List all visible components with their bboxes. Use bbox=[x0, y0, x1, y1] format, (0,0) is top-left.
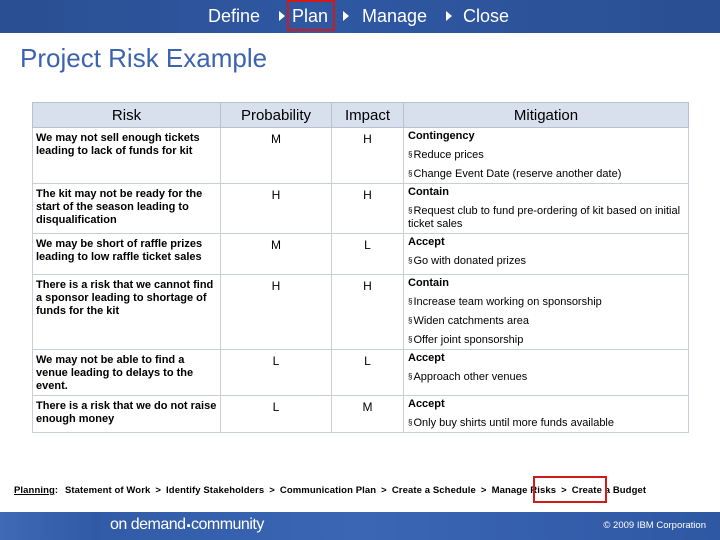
impact-cell: L bbox=[332, 234, 404, 275]
mitigation-action: §Only buy shirts until more funds available bbox=[408, 417, 614, 429]
mitigation-cell bbox=[404, 350, 689, 396]
nav-arrow-icon bbox=[279, 11, 285, 21]
mitigation-action: §Increase team working on sponsorship bbox=[408, 296, 602, 308]
breadcrumb-step[interactable]: Communication Plan bbox=[279, 485, 377, 496]
impact-cell: H bbox=[332, 275, 404, 350]
mitigation-action: §Widen catchments area bbox=[408, 315, 530, 327]
breadcrumb-label[interactable]: Planning bbox=[14, 485, 55, 496]
breadcrumb-step[interactable]: Statement of Work bbox=[64, 485, 151, 496]
mitigation-action: §Approach other venues bbox=[408, 371, 528, 383]
mitigation-action: §Reduce prices bbox=[408, 149, 484, 161]
breadcrumb-step[interactable]: Identify Stakeholders bbox=[166, 485, 265, 496]
logo-ampersand-icon: ▪ bbox=[186, 520, 190, 532]
risk-cell: We may not sell enough tickets leading to lack of funds for kit bbox=[33, 128, 221, 184]
mitigation-cell bbox=[404, 128, 689, 184]
mitigation-strategy: Contain bbox=[408, 277, 449, 289]
risk-cell: We may be short of raffle prizes leading to low raffle ticket sales bbox=[33, 234, 221, 275]
table-header-row bbox=[33, 103, 689, 128]
top-nav-bar bbox=[0, 0, 720, 33]
nav-highlight-box bbox=[287, 0, 335, 31]
risk-cell: The kit may not be ready for the start of the season leading to disqualification bbox=[33, 184, 221, 234]
table-row bbox=[33, 184, 689, 234]
mitigation-cell bbox=[404, 275, 689, 350]
breadcrumb-step[interactable]: Create a Schedule bbox=[391, 485, 476, 496]
mitigation-cell bbox=[404, 396, 689, 433]
mitigation-action: §Request club to fund pre-ordering of kit based on initial ticket sales bbox=[408, 205, 681, 230]
mitigation-strategy: Accept bbox=[408, 352, 445, 364]
nav-arrow-icon bbox=[446, 11, 452, 21]
footer-decoration bbox=[0, 512, 100, 540]
mitigation-strategy: Contingency bbox=[408, 130, 475, 142]
breadcrumb-step[interactable]: Create a Budget bbox=[571, 485, 647, 496]
mitigation-strategy: Contain bbox=[408, 186, 449, 198]
mitigation-cell bbox=[404, 234, 689, 275]
probability-cell: H bbox=[221, 184, 332, 234]
risk-cell: We may not be able to find a venue leading to delays to the event. bbox=[33, 350, 221, 396]
impact-cell: H bbox=[332, 184, 404, 234]
impact-cell: L bbox=[332, 350, 404, 396]
probability-cell: H bbox=[221, 275, 332, 350]
breadcrumb-step-current[interactable]: Manage Risks bbox=[491, 485, 557, 496]
table-row bbox=[33, 234, 689, 275]
risk-cell: There is a risk that we cannot find a sponsor leading to shortage of funds for the kit bbox=[33, 275, 221, 350]
copyright-text: © 2009 IBM Corporation bbox=[603, 520, 706, 531]
header-probability: Probability bbox=[221, 103, 332, 128]
header-mitigation: Mitigation bbox=[404, 103, 689, 128]
impact-cell: M bbox=[332, 396, 404, 433]
mitigation-cell bbox=[404, 184, 689, 234]
breadcrumb: Planning: Statement of Work > Identify Stakeholders > Communication Plan > Create a Schedule > Manage Risks > Create a Budget bbox=[14, 485, 647, 496]
impact-cell: H bbox=[332, 128, 404, 184]
mitigation-strategy: Accept bbox=[408, 398, 445, 410]
risk-cell: There is a risk that we do not raise enough money bbox=[33, 396, 221, 433]
community-logo: on demand▪community bbox=[110, 516, 264, 533]
header-impact: Impact bbox=[332, 103, 404, 128]
risk-table bbox=[32, 102, 689, 433]
mitigation-action: §Go with donated prizes bbox=[408, 255, 526, 267]
nav-arrow-icon bbox=[343, 11, 349, 21]
nav-manage[interactable]: Manage bbox=[362, 6, 428, 26]
nav-close[interactable]: Close bbox=[463, 6, 510, 26]
mitigation-action: §Offer joint sponsorship bbox=[408, 334, 524, 346]
header-risk: Risk bbox=[33, 103, 221, 128]
mitigation-strategy: Accept bbox=[408, 236, 445, 248]
nav-define[interactable]: Define bbox=[208, 6, 261, 26]
table-row bbox=[33, 275, 689, 350]
footer-bar bbox=[0, 512, 720, 540]
probability-cell: M bbox=[221, 234, 332, 275]
table-row bbox=[33, 350, 689, 396]
table-row bbox=[33, 396, 689, 433]
nav-plan[interactable]: Plan bbox=[292, 6, 329, 26]
breadcrumb-highlight-box bbox=[533, 476, 607, 503]
page-title: Project Risk Example bbox=[20, 43, 268, 73]
probability-cell: M bbox=[221, 128, 332, 184]
mitigation-action: §Change Event Date (reserve another date) bbox=[408, 168, 622, 180]
table-row bbox=[33, 128, 689, 184]
probability-cell: L bbox=[221, 350, 332, 396]
probability-cell: L bbox=[221, 396, 332, 433]
